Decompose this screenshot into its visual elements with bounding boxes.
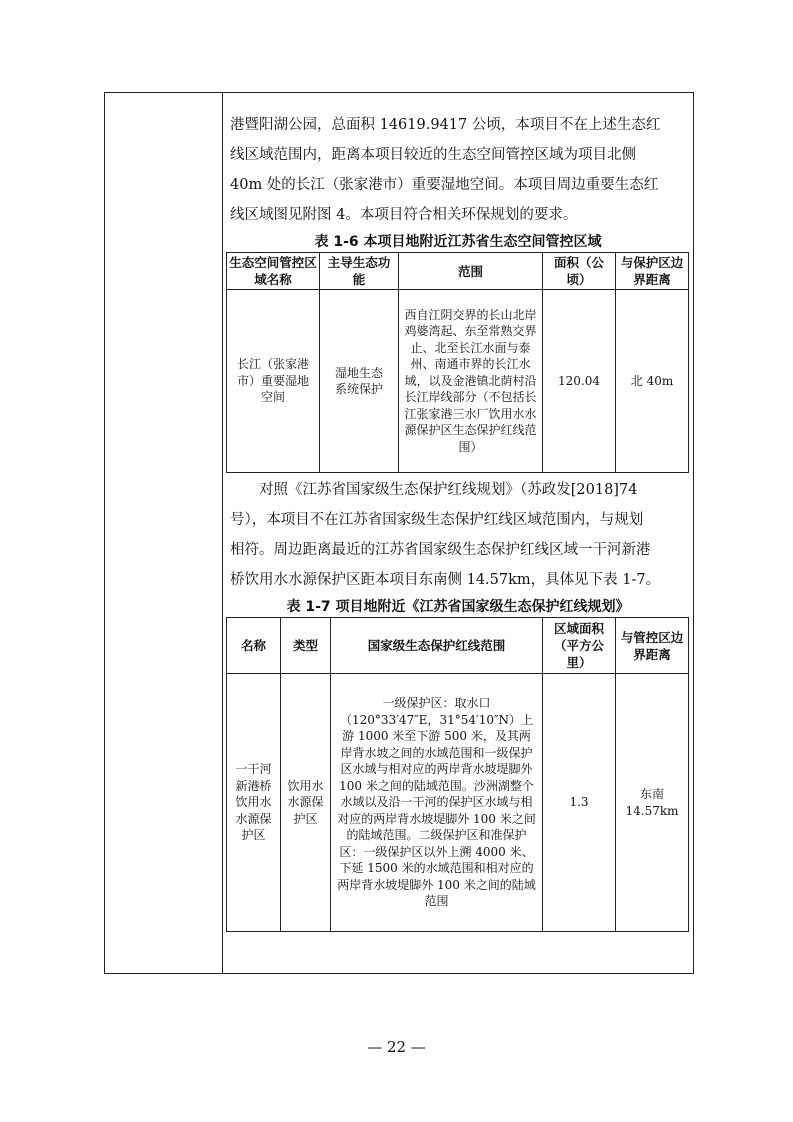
intro-line: 线区域范围内，距离本项目较近的生态空间管控区域为项目北侧	[230, 147, 636, 163]
col-header-type: 类型	[281, 618, 331, 674]
cell-function: 湿地生态系统保护	[320, 290, 399, 473]
body-line: 号），本项目不在江苏省国家级生态保护红线区域范围内，与规划	[230, 512, 644, 528]
page-number: — 22 —	[367, 1038, 426, 1056]
intro-line: 港暨阳湖公园，总面积 14619.9417 公顷，本项目不在上述生态红	[230, 117, 661, 133]
cell-area: 120.04	[543, 290, 616, 473]
col-header-name: 生态空间管控区域名称	[227, 253, 320, 290]
col-header-area: 区域面积（平方公里）	[543, 618, 616, 674]
intro-line: 40m 处的长江（张家港市）重要湿地空间。本项目周边重要生态红	[230, 177, 659, 193]
content-column	[230, 110, 686, 932]
col-header-distance: 与保护区边界距离	[616, 253, 689, 290]
col-header-scope: 范围	[399, 253, 543, 290]
cell-distance: 东南 14.57km	[616, 674, 689, 932]
cell-type: 饮用水水源保护区	[281, 674, 331, 932]
intro-line: 线区域图见附图 4。本项目符合相关环保规划的要求。	[230, 207, 578, 223]
frame-divider	[222, 92, 223, 974]
body-line: 对照《江苏省国家级生态保护红线规划》（苏政发[2018]74	[259, 482, 638, 498]
body-line: 相符。周边距离最近的江苏省国家级生态保护红线区域一干河新港	[230, 542, 651, 558]
cell-area: 1.3	[543, 674, 616, 932]
col-header-distance: 与管控区边界距离	[616, 618, 689, 674]
col-header-area: 面积（公顷）	[543, 253, 616, 290]
table-1-6-caption: 表 1-6 本项目地附近江苏省生态空间管控区域	[314, 234, 602, 250]
cell-scope: 西自江阴交界的长山北岸鸡婆湾起、东至常熟交界止、北至长江水面与泰州、南通市界的长江水域，以及金港镇北荫村沿长江岸线部分（不包括长江张家港三水厂饮用水水源保护区生态保护红线范围）	[399, 290, 543, 473]
table-row	[227, 290, 689, 473]
cell-name: 一干河新港桥饮用水水源保护区	[227, 674, 281, 932]
table-1-7-caption: 表 1-7 项目地附近《江苏省国家级生态保护红线规划》	[286, 599, 630, 615]
col-header-name: 名称	[227, 618, 281, 674]
table-1-7	[226, 617, 689, 932]
col-header-scope: 国家级生态保护红线范围	[331, 618, 543, 674]
table-1-6	[226, 252, 689, 473]
cell-distance: 北 40m	[616, 290, 689, 473]
cell-name: 长江（张家港市）重要湿地空间	[227, 290, 320, 473]
body-line: 桥饮用水水源保护区距本项目东南侧 14.57km，具体见下表 1-7。	[230, 572, 661, 588]
table-row	[227, 674, 689, 932]
table-header-row	[227, 618, 689, 674]
cell-scope: 一级保护区：取水口（120°33′47″E，31°54′10″N）上游 1000 米至下游 500 米，及其两岸背水坡之间的水域范围和一级保护区水域与相对应的两岸背水坡堤脚外 100 米之间的陆域范围。沙洲湖整个水域以及沿一干河的保护区水域与相对应的两岸背水坡堤脚外 100 米之间的陆域范围。二级保护区和准保护区：一级保护区以外上溯 4000 米、下延 1500 米的水域范围和相对应的两岸背水坡堤脚外 100 米之间的陆域范围	[331, 674, 543, 932]
col-header-function: 主导生态功能	[320, 253, 399, 290]
table-header-row	[227, 253, 689, 290]
